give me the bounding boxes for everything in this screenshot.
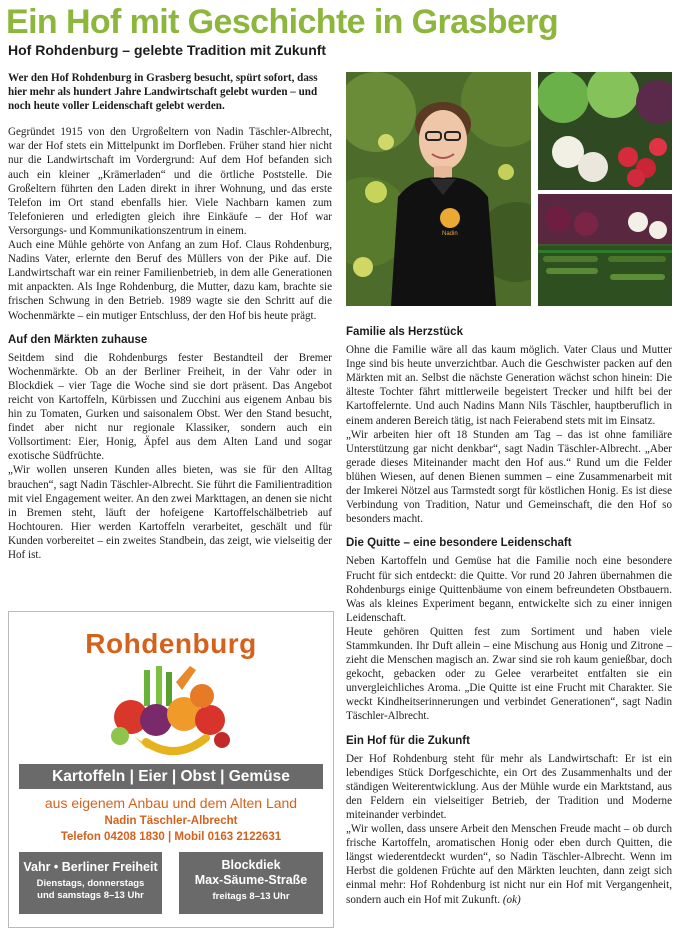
market-title: Blockdiek — [221, 858, 281, 872]
lead-paragraph: Wer den Hof Rohdenburg in Grasberg besucht, spürt sofort, dass hier mehr als hundert Jahre Landwirtschaft gelebt wurden – und noch heute voller Leidenschaft gelebt werden. — [8, 72, 318, 113]
ad-logo: Rohdenburg — [85, 628, 257, 659]
paragraph-text: „Wir wollen, dass unsere Arbeit den Menschen Freude macht – ob durch frische Kartoffeln, aromatischen Honig oder eben durch Quitten, die längst wiederentdeckt wurden“, so Nadin Täschler-Albrecht. Wenn im Herbst die goldenen Früchte auf den Märkten leuchten, dann zeigt sich einmal mehr: Hof Rohdenburg ist nicht nur ein Hof mit Vergangenheit, sondern auch ein Hof mit Zukunft. — [346, 823, 672, 906]
page-title: Ein Hof mit Geschichte in Grasberg — [6, 3, 559, 41]
paragraph: Ohne die Familie wäre all das kaum möglich. Vater Claus und Mutter Inge sind bis heute unverzichtbar. Auch die Geschwister packen auf den Märkten mit an. Selbst die nächste Generation wächst schon hinein: Die älteste Tochter fährt mittlerweile begeistert Trecker und hilft bei der Kartoffelernte. Und auch Nadins Mann Nils Täschler, hauptberuflich in einem anderen Bereich tätig, ist nach Feierabend stets mit im Einsatz. — [346, 344, 672, 427]
market-crates-photo — [538, 194, 672, 306]
author-signature: (ok) — [502, 893, 521, 906]
section-heading: Die Quitte – eine besondere Leidenschaft — [346, 537, 572, 550]
section-heading: Auf den Märkten zuhause — [8, 333, 148, 346]
ad-phone: Telefon 04208 1830 | Mobil 0163 2122631 — [60, 831, 282, 843]
paragraph: Seitdem sind die Rohdenburgs fester Bestandteil der Bremer Wochenmärkte. Ob an der Berliner Freiheit, in der Vahr oder in Blockdiek – vier Tage die Woche sind sie dort präsent. Das Angebot reicht von Kartoffeln, Kürbissen und Zucchini aus eigenem Anbau bis hin zu Tomaten, Gurken und saisonalem Obst. Wer den Stand besucht, findet aber nicht nur regionale Klassiker, sondern auch ein Vollsortiment: Eier, Honig, Äpfel aus dem Alten Land und sogar exotische Südfrüchte. — [8, 351, 332, 463]
ad-product-bar: Kartoffeln | Eier | Obst | Gemüse — [19, 764, 323, 789]
market-box-blockdiek — [179, 852, 323, 914]
section-heading: Ein Hof für die Zukunft — [346, 734, 470, 747]
market-title: Vahr • Berliner Freiheit — [23, 860, 158, 874]
section-heading: Familie als Herzstück — [346, 326, 463, 338]
market-time: und samstags 8–13 Uhr — [37, 890, 144, 901]
shirt-logo-text: Nadin — [442, 231, 458, 237]
ad-tagline: aus eigenem Anbau und dem Alten Land — [44, 795, 298, 811]
page-subtitle: Hof Rohdenburg – gelebte Tradition mit Zukunft — [8, 42, 327, 58]
paragraph: Heute gehören Quitten fest zum Sortiment und haben viele Stammkunden. Ihr Duft allein – eine Mischung aus Honig und Zitrone – zieht die Menschen magisch an. Zwar sind sie roh kaum genießbar, doch gekocht, gebacken oder zu Gelee verarbeitet entfalten sie ein unvergleichliches Aroma. „Die Quitte ist eine Frucht mit Charakter. Sie weckt Kindheitserinnerungen und verbindet Generationen“, sagt Nadin Täschler-Albrecht. — [346, 625, 672, 723]
right-column — [346, 325, 672, 907]
left-column — [8, 71, 332, 562]
paragraph — [346, 822, 672, 907]
paragraph: Gegründet 1915 von den Urgroßeltern von Nadin Täschler-Albrecht, war der Hof stets ein Mittelpunkt im Dorfleben. Früher stand hier nicht nur die Landwirtschaft im Vordergrund: Auf dem Hof befanden sich auch ein kleiner „Krämerladen“ und die örtliche Poststelle. Die Großeltern führten den Laden direkt in ihrer Wohnung, und das erste Telefon im Ort stand ebenfalls hier. Viele Nachbarn kamen zum Telefonieren und erledigten gleich ihre Einkäufe – der Hof war Versorgungs- und Kommunikationszentrum in einem. — [8, 126, 332, 237]
paragraph: „Wir arbeiten hier oft 18 Stunden am Tag – das ist ohne familiäre Unterstützung gar nicht denkbar“, sagt Nadin Täschler-Albrecht. „Aber gerade dieses Miteinander macht den Hof aus.“ Rund um die Felder blühen Wiesen, auf denen Bienen summen – eine Zusammenarbeit mit der Imkerei Nötzel aus Tarmstedt sorgt für köstlichen Honig. Es ist diese Verbindung von Tradition, Natur und Gemeinschaft, die den Hof so besonders macht. — [346, 428, 672, 526]
produce-illustration — [106, 662, 236, 760]
market-time: freitags 8–13 Uhr — [212, 891, 290, 902]
paragraph: Neben Kartoffeln und Gemüse hat die Familie noch eine besondere Frucht für sich entdeckt: die Quitte. Vor rund 20 Jahren übernahmen die Rohdenburgs einige Quittenbäume von einem befreundeten Obstbauern. Was als kleines Experiment begann, entwickelte sich zu einer innigen Leidenschaft. — [346, 555, 672, 624]
paragraph: Auch eine Mühle gehörte von Anfang an zum Hof. Claus Rohdenburg, Nadins Vater, erlernte den Beruf des Müllers von der Pike auf. Die Landwirtschaft war ein reiner Familienbetrieb, in dem alle Generationen mit anpackten. Als Inge Rohdenburg, die Mutter, dazu kam, brachte sie frischen Schwung in den Betrieb. 1989 wagte sie den Schritt auf die Wochenmärkte – ein mutiger Entschluss, der den Hof bis heute prägt. — [8, 239, 332, 322]
market-days: Dienstags, donnerstags — [36, 878, 145, 889]
paragraph: Der Hof Rohdenburg steht für mehr als Landwirtschaft: Er ist ein lebendiges Stück Dorfgeschichte, ein Ort des Zusammenhalts und der ständigen Weiterentwicklung. Aus der Mühle wurde ein Marktstand, aus den Feldern ein vielseitiger Betrieb, der Tradition und Moderne miteinander verbindet. — [346, 752, 672, 821]
advertisement — [8, 611, 334, 928]
farmer-portrait-photo — [346, 72, 531, 306]
market-box-vahr — [19, 852, 162, 914]
market-street: Max-Säume-Straße — [194, 873, 308, 887]
vegetables-photo — [538, 72, 672, 190]
paragraph: „Wir wollen unseren Kunden alles bieten, was sie für den Alltag brauchen“, sagt Nadin Täschler-Albrecht. Sie führt die Familientradition mit viel Engagement weiter. An den zwei Markttagen, an denen sie nicht in Bremen steht, läuft der hofeigene Kartoffelschälbetrieb auf Hochtouren. Hier werden Kartoffeln verarbeitet, geschält und für Kunden vorbereitet – ein zweites Standbein, das zeigt, wie vielseitig der Hof ist. — [8, 464, 332, 561]
ad-contact-name: Nadin Täschler-Albrecht — [104, 815, 238, 827]
